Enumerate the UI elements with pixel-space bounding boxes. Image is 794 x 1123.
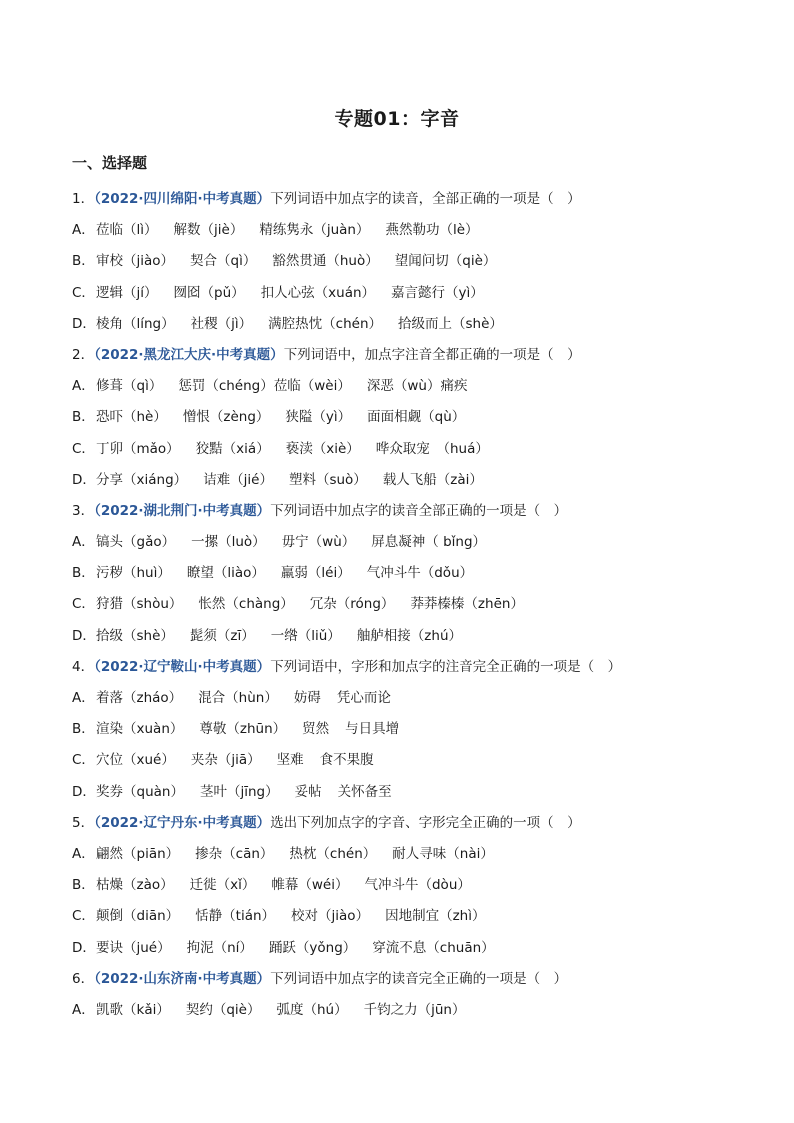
option-term: 解数（jiè） (173, 222, 244, 239)
option-term: 瞭望（liào） (186, 565, 265, 582)
option-term: 豁然贯通（huò） (272, 253, 379, 270)
option-term: 分享（xiáng） (96, 471, 188, 488)
option-term: 一绺（liǔ） (270, 627, 341, 644)
answer-option (72, 933, 732, 964)
answer-option (72, 371, 732, 402)
option-term: 食不果腹 (319, 752, 374, 769)
answer-option (72, 527, 732, 558)
option-term: 颠倒（diān） (96, 908, 180, 925)
option-term: 踊跃（yǒng） (268, 939, 357, 956)
option-term: 诘难（jié） (203, 471, 273, 488)
option-term: 弧度（hú） (276, 1001, 348, 1018)
question-text: 下列词语中加点字的读音完全正确的一项是（ ） (270, 970, 568, 987)
question-source: （2022·黑龙江大庆·中考真题） (94, 346, 284, 363)
option-term: 狩猎（shòu） (96, 596, 183, 613)
option-term: 拘泥（ní） (186, 939, 253, 956)
section-title: 一、选择题 (72, 154, 148, 172)
option-term: 髭须（zī） (189, 627, 255, 644)
option-letter: C． (72, 596, 95, 613)
option-term: 热枕（chén） (289, 845, 377, 862)
option-letter: C． (72, 908, 95, 925)
option-term: 囫囵（pǔ） (173, 284, 245, 301)
answer-option (72, 901, 732, 932)
option-term: 贸然 (302, 721, 330, 738)
answer-option (72, 870, 732, 901)
answer-option (72, 995, 732, 1026)
option-term: 怅然（chàng） (198, 596, 294, 613)
option-term: 恐吓（hè） (96, 409, 167, 426)
option-letter: A． (72, 222, 95, 239)
question-stem (72, 496, 732, 527)
option-term: 棱角（líng） (96, 315, 175, 332)
option-term: 因地制宜（zhì） (385, 908, 486, 925)
option-letter: A． (72, 690, 95, 706)
option-term: 妨碍 (293, 690, 321, 706)
option-term: 望闻问切（qiè） (394, 253, 497, 270)
question-number: 1． (72, 191, 95, 207)
option-letter: D． (72, 783, 96, 800)
option-term: 莅临（lì） (96, 222, 158, 239)
question-number: 5． (72, 814, 95, 831)
question-stem (72, 652, 732, 683)
option-term: 穿流不息（chuān） (372, 939, 495, 956)
option-term: 社稷（jì） (190, 315, 253, 332)
question-source: （2022·四川绵阳·中考真题） (94, 191, 271, 207)
option-term: 惩罚（chéng）莅临（wèi） (178, 378, 351, 395)
option-term: 逻辑（jí） (96, 284, 158, 301)
answer-option (72, 434, 732, 465)
answer-option (72, 558, 732, 589)
option-term: 深恶（wù）痛疾 (366, 378, 468, 395)
option-term: 契约（qiè） (185, 1001, 261, 1018)
option-term: 枯燥（zào） (96, 877, 174, 894)
question-text: 选出下列加点字的字音、字形完全正确的一项（ ） (270, 814, 581, 831)
option-term: 审校（jiào） (96, 253, 175, 270)
question-stem (72, 808, 732, 839)
answer-option (72, 745, 732, 776)
answer-option (72, 278, 732, 309)
option-term: 坚难 (276, 752, 304, 769)
option-term: 莽莽榛榛（zhēn） (410, 596, 524, 613)
option-term: 燕然勒功（lè） (385, 222, 479, 239)
option-term: 千钧之力（jūn） (363, 1001, 466, 1018)
option-term: 气冲斗牛（dòu） (364, 877, 471, 894)
question-text: 下列词语中，字形和加点字的注音完全正确的一项是（ ） (270, 658, 622, 675)
option-term: 塑料（suò） (288, 471, 367, 488)
question-number: 3． (72, 502, 95, 519)
option-term: 丁卯（mǎo） (96, 440, 180, 457)
option-term: 毋宁（wù） (281, 534, 356, 551)
option-letter: B． (72, 877, 95, 894)
answer-option (72, 402, 732, 433)
question-stem (72, 184, 732, 215)
option-term: 着落（zháo） (96, 690, 183, 706)
option-term: 羸弱（léi） (280, 565, 351, 582)
option-letter: B． (72, 565, 95, 582)
option-term: 满腔热忱（chén） (268, 315, 382, 332)
option-term: 舳舻相接（zhú） (356, 627, 463, 644)
answer-option (72, 683, 732, 714)
option-term: 憎恨（zèng） (182, 409, 270, 426)
option-term: 哗众取宠 （huá） (375, 440, 489, 457)
option-term: 一摞（luò） (191, 534, 266, 551)
option-term: 关怀备至 (337, 783, 392, 800)
question-list (72, 184, 732, 1026)
option-term: 耐人寻味（nài） (392, 845, 494, 862)
option-letter: D． (72, 315, 96, 332)
answer-option (72, 215, 732, 246)
option-letter: A． (72, 378, 95, 395)
answer-option (72, 777, 732, 808)
option-term: 冗杂（róng） (309, 596, 395, 613)
option-letter: B． (72, 409, 95, 426)
option-term: 穴位（xué） (96, 752, 175, 769)
answer-option (72, 246, 732, 277)
option-term: 渲染（xuàn） (96, 721, 184, 738)
option-term: 茎叶（jīng） (199, 783, 279, 800)
answer-option (72, 839, 732, 870)
option-term: 尊敬（zhūn） (199, 721, 287, 738)
option-term: 妥帖 (294, 783, 322, 800)
option-term: 载人飞船（zài） (382, 471, 483, 488)
question-text: 下列词语中，加点字注音全都正确的一项是（ ） (283, 346, 581, 363)
option-term: 帷幕（wéi） (271, 877, 349, 894)
question-number: 4． (72, 658, 95, 675)
option-term: 迁徙（xǐ） (189, 877, 256, 894)
question-source: （2022·山东济南·中考真题） (94, 970, 271, 987)
option-term: 狡黠（xiá） (195, 440, 270, 457)
question-number: 2． (72, 346, 95, 363)
question-source: （2022·辽宁丹东·中考真题） (94, 814, 271, 831)
option-term: 屏息凝神（ bǐng） (371, 534, 487, 551)
option-term: 精练隽永（juàn） (259, 222, 370, 239)
option-letter: B． (72, 721, 95, 738)
option-letter: C． (72, 440, 95, 457)
option-term: 气冲斗牛（dǒu） (366, 565, 474, 582)
option-term: 凭心而论 (336, 690, 391, 706)
option-term: 镐头（gǎo） (96, 534, 176, 551)
option-term: 凯歌（kǎi） (96, 1001, 170, 1018)
option-letter: A． (72, 1001, 95, 1018)
question-text: 下列词语中加点字的读音全部正确的一项是（ ） (270, 502, 568, 519)
option-term: 修葺（qì） (96, 378, 163, 395)
option-term: 面面相觑（qù） (367, 409, 466, 426)
answer-option (72, 714, 732, 745)
option-term: 亵渎（xiè） (285, 440, 360, 457)
option-term: 拾级而上（shè） (398, 315, 503, 332)
page-title: 专题01：字音 (334, 108, 460, 130)
answer-option (72, 621, 732, 652)
option-letter: B． (72, 253, 95, 270)
question-stem (72, 964, 732, 995)
question-text: 下列词语中加点字的读音，全部正确的一项是（ ） (270, 191, 581, 207)
option-term: 掺杂（cān） (195, 845, 274, 862)
option-term: 混合（hùn） (198, 690, 278, 706)
option-term: 翩然（piān） (96, 845, 180, 862)
option-term: 扣人心弦（xuán） (260, 284, 376, 301)
option-letter: A． (72, 845, 95, 862)
option-term: 拾级（shè） (96, 627, 174, 644)
option-term: 嘉言懿行（yì） (391, 284, 484, 301)
option-letter: D． (72, 939, 96, 956)
answer-option (72, 589, 732, 620)
option-letter: C． (72, 284, 95, 301)
question-number: 6． (72, 970, 95, 987)
option-letter: D． (72, 471, 96, 488)
question-stem (72, 340, 732, 371)
answer-option (72, 465, 732, 496)
question-source: （2022·辽宁鞍山·中考真题） (94, 658, 271, 675)
option-term: 契合（qì） (190, 253, 257, 270)
option-term: 校对（jiào） (291, 908, 370, 925)
option-term: 夹杂（jiā） (190, 752, 261, 769)
question-source: （2022·湖北荆门·中考真题） (94, 502, 271, 519)
option-term: 奖券（quàn） (96, 783, 184, 800)
option-term: 要诀（jué） (96, 939, 171, 956)
option-letter: A． (72, 534, 95, 551)
option-letter: C． (72, 752, 95, 769)
answer-option (72, 309, 732, 340)
option-term: 与日具增 (345, 721, 400, 738)
option-term: 污秽（huì） (96, 565, 171, 582)
option-term: 狭隘（yì） (285, 409, 352, 426)
option-term: 恬静（tián） (195, 908, 276, 925)
option-letter: D． (72, 627, 96, 644)
